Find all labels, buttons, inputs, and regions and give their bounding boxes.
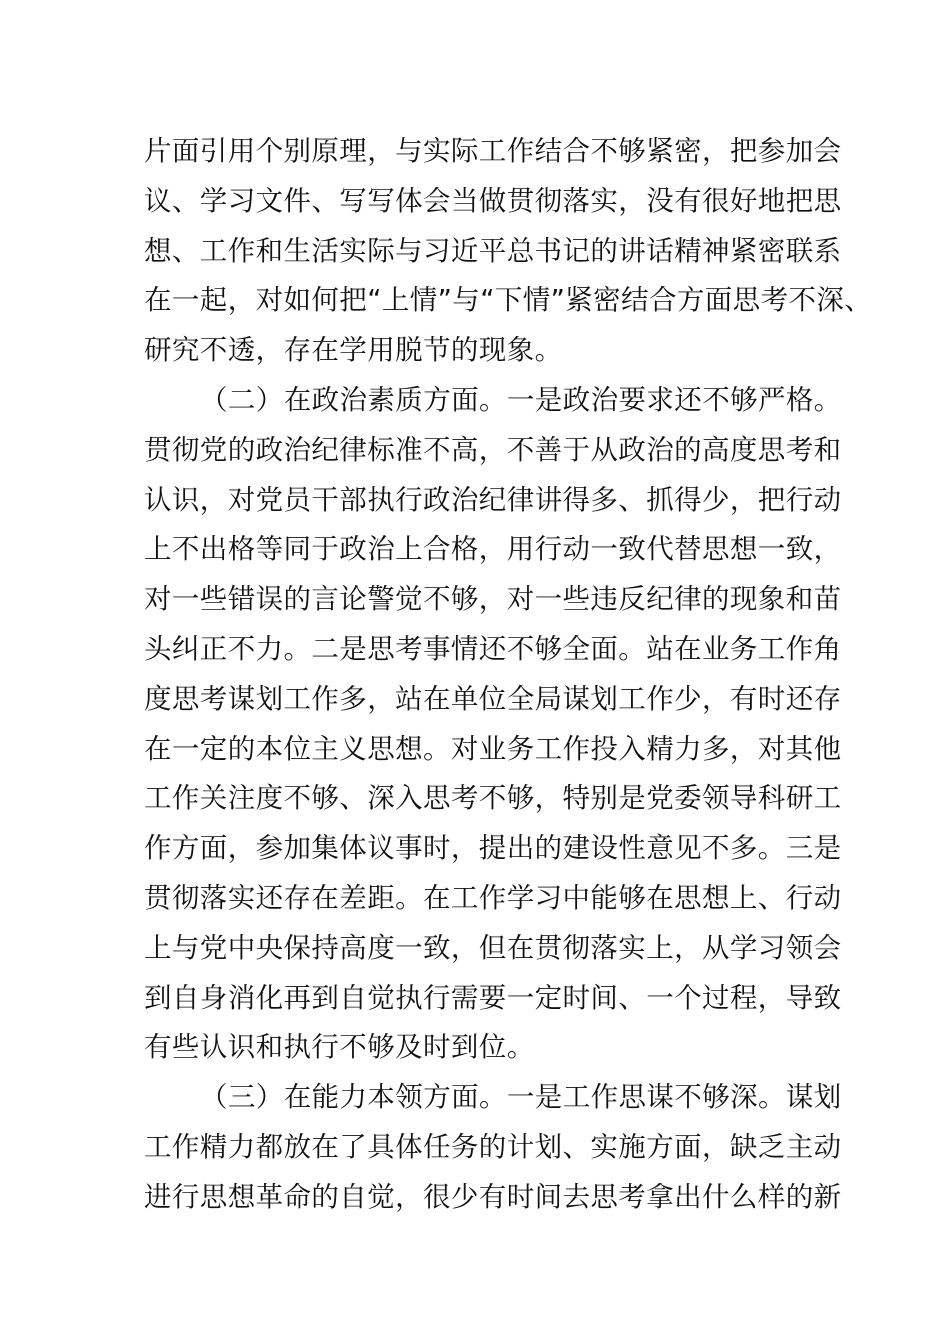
paragraph — [144, 376, 842, 1073]
text-line: 对一些错误的言论警觉不够，对一些违反纪律的现象和苗 — [144, 583, 842, 616]
text-line: 进行思想革命的自觉，很少有时间去思考拿出什么样的新 — [144, 1180, 842, 1213]
text-line: 片面引用个别原理，与实际工作结合不够紧密，把参加会 — [144, 135, 842, 167]
text-line: 贯彻落实还存在差距。在工作学习中能够在思想上、行动 — [144, 881, 842, 914]
text-line: （三）在能力本领方面。一是工作思谋不够深。谋划 — [200, 1081, 842, 1114]
text-line: 有些认识和执行不够及时到位。 — [144, 1031, 535, 1064]
text-line: 到自身消化再到自觉执行需要一定时间、一个过程，导致 — [144, 981, 842, 1014]
text-line: 度思考谋划工作多，站在单位全局谋划工作少，有时还存 — [144, 682, 842, 715]
text-line: 在一起，对如何把“上情”与“下情”紧密结合方面思考不深、 — [144, 284, 873, 317]
text-line: 在一定的本位主义思想。对业务工作投入精力多，对其他 — [144, 732, 842, 765]
text-line: 研究不透，存在学用脱节的现象。 — [144, 334, 563, 367]
text-line: 认识，对党员干部执行政治纪律讲得多、抓得少，把行动 — [144, 483, 842, 516]
text-line: 议、学习文件、写写体会当做贯彻落实，没有很好地把思 — [144, 184, 842, 217]
text-line: 上不出格等同于政治上合格，用行动一致代替思想一致， — [144, 533, 842, 566]
text-line: 作方面，参加集体议事时，提出的建设性意见不多。三是 — [144, 832, 842, 865]
text-line: 头纠正不力。二是思考事情还不够全面。站在业务工作角 — [144, 632, 842, 665]
document-body — [144, 127, 873, 1223]
text-line: 工作关注度不够、深入思考不够，特别是党委领导科研工 — [144, 782, 842, 815]
text-line: 想、工作和生活实际与习近平总书记的讲话精神紧密联系 — [144, 234, 842, 267]
paragraph — [144, 127, 873, 376]
paragraph — [144, 1073, 842, 1222]
text-line: 贯彻党的政治纪律标准不高，不善于从政治的高度思考和 — [144, 433, 842, 466]
text-line: 上与党中央保持高度一致，但在贯彻落实上，从学习领会 — [144, 931, 842, 964]
text-line: （二）在政治素质方面。一是政治要求还不够严格。 — [200, 383, 842, 416]
text-line: 工作精力都放在了具体任务的计划、实施方面，缺乏主动 — [144, 1130, 842, 1163]
